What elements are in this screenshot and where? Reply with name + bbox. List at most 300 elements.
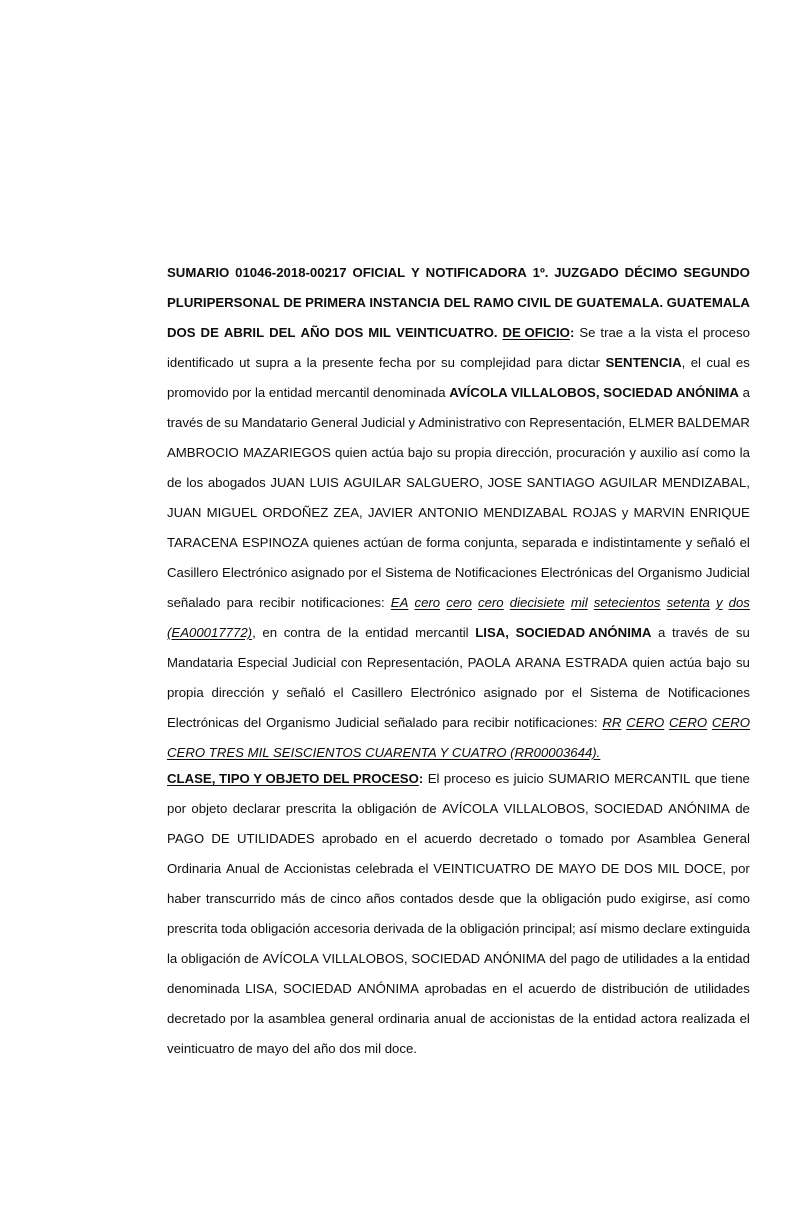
text-word xyxy=(483,503,567,522)
text-run: la xyxy=(348,625,359,640)
text-word xyxy=(422,799,437,818)
text-run: trae xyxy=(600,325,624,340)
text-word xyxy=(632,653,664,672)
text-run: procuración xyxy=(556,445,626,460)
text-run: por xyxy=(730,861,750,876)
text-line xyxy=(167,829,750,859)
text-word xyxy=(455,563,537,582)
text-run: ANTONIO xyxy=(418,505,479,520)
text-run: denominada xyxy=(373,385,446,400)
text-word xyxy=(729,593,750,612)
text-run: de xyxy=(244,951,259,966)
text-run: RAMO xyxy=(473,295,514,310)
text-line xyxy=(167,713,750,743)
text-run: LUIS xyxy=(309,475,339,490)
text-run: pago xyxy=(570,951,600,966)
text-word xyxy=(694,979,750,998)
text-line xyxy=(167,919,750,949)
text-word xyxy=(255,353,288,372)
text-word xyxy=(545,829,552,848)
text-word xyxy=(272,683,279,702)
text-run: bajo xyxy=(407,445,433,460)
text-run: TARACENA xyxy=(167,535,238,550)
text-run: notificaciones: xyxy=(301,595,385,610)
text-word xyxy=(259,593,295,612)
text-run: Mandatario xyxy=(241,415,308,430)
text-word xyxy=(628,323,635,342)
text-run: ENRIQUE xyxy=(689,505,750,520)
text-run: el xyxy=(739,535,750,550)
text-word xyxy=(211,829,229,848)
text-word xyxy=(411,949,480,968)
text-word xyxy=(410,683,475,702)
text-line xyxy=(167,653,750,683)
text-run: supra xyxy=(255,355,289,370)
text-run: Electrónico xyxy=(222,565,288,580)
text-word xyxy=(281,889,306,908)
text-run: señalado xyxy=(167,595,221,610)
text-word xyxy=(645,683,660,702)
text-run: señalado xyxy=(383,715,438,730)
text-word xyxy=(682,1009,736,1028)
text-run: SOCIEDAD xyxy=(282,981,352,996)
text-run: VEINTICUATRO xyxy=(433,861,531,876)
text-word xyxy=(243,443,331,462)
text-run: quienes xyxy=(313,535,360,550)
text-run: : xyxy=(569,325,575,340)
text-word xyxy=(626,713,664,732)
text-word xyxy=(418,413,501,432)
text-word xyxy=(244,713,262,732)
text-run: Notificaciones xyxy=(667,685,750,700)
text-word xyxy=(576,293,663,312)
text-run: y xyxy=(685,535,693,550)
text-run: de xyxy=(559,1011,574,1026)
text-run: denominada xyxy=(167,981,240,996)
text-word xyxy=(235,263,346,282)
text-word xyxy=(449,383,599,402)
text-word xyxy=(268,1009,325,1028)
text-word xyxy=(167,769,423,788)
text-word xyxy=(460,353,530,372)
text-word xyxy=(622,503,629,522)
text-run: su xyxy=(735,655,750,670)
text-word xyxy=(269,323,295,342)
text-run: de xyxy=(422,801,437,816)
text-word xyxy=(640,443,677,462)
text-word xyxy=(167,593,221,612)
text-run: , xyxy=(681,355,686,370)
text-word xyxy=(167,949,177,968)
text-run: en xyxy=(492,981,507,996)
text-run: Sistema xyxy=(385,565,433,580)
text-run: ELMER xyxy=(628,415,675,430)
text-word xyxy=(428,919,443,938)
text-word xyxy=(517,293,551,312)
text-line xyxy=(167,949,750,979)
text-word xyxy=(167,623,256,642)
text-run: cinco xyxy=(330,891,362,906)
text-run: la xyxy=(526,891,537,906)
text-run: obligación xyxy=(357,801,417,816)
text-run: la xyxy=(739,445,750,460)
text-line xyxy=(167,503,750,533)
text-run: por xyxy=(416,355,436,370)
text-word xyxy=(374,919,425,938)
text-word xyxy=(558,859,596,878)
text-run: cero xyxy=(414,595,441,610)
text-run: mismo xyxy=(600,921,640,936)
text-line xyxy=(167,473,750,503)
text-run: fecha xyxy=(378,355,412,370)
text-run: actúan xyxy=(363,535,404,550)
text-run: proceso xyxy=(703,325,750,340)
text-word xyxy=(418,859,428,878)
text-run: de xyxy=(167,475,182,490)
text-word xyxy=(221,919,247,938)
text-word xyxy=(703,323,750,342)
text-word xyxy=(283,979,352,998)
text-run: SOCIEDAD ANÓNIMA xyxy=(603,385,739,400)
text-word xyxy=(441,353,455,372)
text-run: mercantil xyxy=(315,385,370,400)
text-word xyxy=(600,919,639,938)
text-word xyxy=(408,443,433,462)
text-run: Administrativo xyxy=(418,415,502,430)
text-word xyxy=(565,653,627,672)
text-run: CLASE, TIPO Y OBJETO DEL PROCESO xyxy=(167,771,419,786)
text-run: DEL xyxy=(269,325,296,340)
text-word xyxy=(227,593,253,612)
text-run: Electrónicas xyxy=(167,715,239,730)
text-run: PAGO xyxy=(167,831,205,846)
text-word xyxy=(224,323,264,342)
text-word xyxy=(715,623,730,642)
text-run: General xyxy=(310,415,358,430)
text-run: ut xyxy=(239,355,251,370)
text-line xyxy=(167,743,750,769)
text-word xyxy=(191,799,227,818)
text-run: 1º. xyxy=(532,265,549,280)
text-run: ARANA xyxy=(515,655,561,670)
text-run: El xyxy=(427,771,440,786)
text-word xyxy=(554,293,572,312)
text-run: ZEA, xyxy=(333,505,363,520)
text-run: señaló xyxy=(696,535,736,550)
text-word xyxy=(400,889,454,908)
text-run: VILLALOBOS, xyxy=(322,951,408,966)
text-word xyxy=(371,443,403,462)
text-run: veinticuatro de mayo del año dos mil doce. xyxy=(167,1041,417,1056)
text-run: JUAN xyxy=(167,505,202,520)
text-run: Representación, xyxy=(366,655,463,670)
text-word xyxy=(361,413,405,432)
text-run: Especial xyxy=(237,655,288,670)
text-word xyxy=(611,829,630,848)
text-run: DEL xyxy=(443,295,471,310)
text-word xyxy=(424,829,472,848)
text-line xyxy=(167,563,750,593)
text-run: vista xyxy=(655,325,683,340)
text-word xyxy=(237,829,315,848)
text-word xyxy=(721,769,750,788)
text-line xyxy=(167,979,750,1009)
text-run: del xyxy=(616,565,634,580)
text-run: INSTANCIA xyxy=(369,295,441,310)
text-run: el xyxy=(333,685,344,700)
text-run: SUMARIO xyxy=(167,265,230,280)
text-word xyxy=(406,473,483,492)
text-word xyxy=(695,889,713,908)
text-run: VILLALOBOS, xyxy=(503,801,589,816)
text-word xyxy=(262,623,277,642)
text-run: general xyxy=(329,1011,374,1026)
text-word xyxy=(206,889,276,908)
text-word xyxy=(167,743,600,762)
text-word xyxy=(351,683,402,702)
text-word xyxy=(505,413,526,432)
text-word xyxy=(167,859,221,878)
text-run: CERO xyxy=(626,715,665,730)
text-run: AVÍCOLA xyxy=(442,801,499,816)
text-word xyxy=(529,413,625,432)
text-word xyxy=(181,949,240,968)
text-run: dos xyxy=(728,595,750,610)
text-word xyxy=(740,533,750,552)
text-word xyxy=(736,353,750,372)
text-word xyxy=(669,653,701,672)
text-run: ORDOÑEZ xyxy=(262,505,329,520)
text-run: en xyxy=(262,625,278,640)
text-run: Casillero xyxy=(351,685,403,700)
text-run: por xyxy=(544,685,564,700)
text-word xyxy=(233,799,281,818)
text-run: extinguida xyxy=(689,921,750,936)
text-run: de xyxy=(581,981,597,996)
text-run: UTILIDADES xyxy=(236,831,315,846)
text-word xyxy=(415,623,469,642)
text-word xyxy=(696,533,735,552)
text-word xyxy=(167,293,280,312)
text-word xyxy=(503,323,575,342)
text-run: la xyxy=(254,385,266,400)
text-word xyxy=(330,889,361,908)
text-run: notificaciones: xyxy=(514,715,598,730)
text-run: ESPINOZA xyxy=(242,535,309,550)
text-word xyxy=(363,533,403,552)
text-word xyxy=(167,323,196,342)
text-run: la xyxy=(167,951,178,966)
text-word xyxy=(242,533,309,552)
text-word xyxy=(322,353,373,372)
text-run: DE xyxy=(200,325,219,340)
text-run: propia xyxy=(167,685,204,700)
text-word xyxy=(300,323,329,342)
text-run: de xyxy=(673,981,689,996)
text-run: con xyxy=(504,415,526,430)
text-word xyxy=(428,769,440,788)
text-word xyxy=(455,443,492,462)
text-run: y xyxy=(408,415,416,430)
text-run: cual xyxy=(706,355,731,370)
text-word xyxy=(238,653,288,672)
text-line xyxy=(167,799,750,829)
text-word xyxy=(643,919,686,938)
text-run: AÑO xyxy=(300,325,330,340)
text-run: EA xyxy=(390,595,409,610)
text-run: ANÓNIMA xyxy=(483,951,546,966)
text-line xyxy=(167,353,750,383)
text-run: y xyxy=(621,505,629,520)
text-word xyxy=(373,383,446,402)
text-word xyxy=(603,383,739,402)
text-word xyxy=(167,1009,226,1028)
text-run: aprobado xyxy=(321,831,378,846)
text-run: propia xyxy=(454,445,492,460)
text-word xyxy=(333,683,343,702)
text-run: e xyxy=(581,535,589,550)
text-run: como xyxy=(717,891,750,906)
text-run: para xyxy=(226,595,254,610)
text-run: CIVIL xyxy=(517,295,551,310)
text-word xyxy=(284,859,351,878)
text-word xyxy=(385,829,400,848)
text-run: distribución xyxy=(601,981,669,996)
text-run: AMBROCIO xyxy=(167,445,239,460)
text-run: SEGUNDO xyxy=(683,265,750,280)
text-word xyxy=(322,829,378,848)
text-word xyxy=(638,563,703,582)
text-word xyxy=(602,713,621,732)
text-run: NOTIFICADORA xyxy=(425,265,527,280)
text-word xyxy=(254,1009,264,1028)
text-run: asignado xyxy=(291,565,345,580)
text-run: MENDIZABAL, xyxy=(662,475,750,490)
text-word xyxy=(342,799,352,818)
text-run: DE xyxy=(554,295,573,310)
text-word xyxy=(625,263,678,282)
text-word xyxy=(490,1009,555,1028)
text-word xyxy=(224,413,238,432)
text-word xyxy=(167,713,239,732)
text-word xyxy=(371,563,381,582)
text-run: MARVIN xyxy=(633,505,685,520)
text-word xyxy=(222,563,287,582)
text-run: el xyxy=(418,861,429,876)
text-run: JUZGADO xyxy=(554,265,619,280)
text-run: separada xyxy=(521,535,577,550)
text-word xyxy=(703,829,750,848)
text-word xyxy=(581,979,596,998)
text-word xyxy=(571,593,588,612)
text-run: la xyxy=(446,921,457,936)
text-word xyxy=(442,799,498,818)
text-run: AVÍCOLA VILLALOBOS, xyxy=(449,385,600,400)
text-word xyxy=(407,533,422,552)
text-word xyxy=(207,503,258,522)
text-word xyxy=(581,533,588,552)
text-word xyxy=(286,799,337,818)
text-line xyxy=(167,533,750,563)
text-word xyxy=(492,979,507,998)
text-line xyxy=(167,889,750,919)
text-line xyxy=(167,623,750,653)
text-word xyxy=(407,829,417,848)
text-word xyxy=(287,683,326,702)
text-word xyxy=(343,473,401,492)
text-run: de xyxy=(714,625,730,640)
text-word xyxy=(573,503,617,522)
text-run: RR xyxy=(602,715,622,730)
text-run: obligación xyxy=(459,921,520,936)
text-word xyxy=(528,979,576,998)
text-word xyxy=(474,293,514,312)
text-word xyxy=(677,413,750,432)
text-word xyxy=(559,1009,574,1028)
text-run: Electrónico xyxy=(410,685,476,700)
text-run: entidad xyxy=(268,385,313,400)
text-word xyxy=(690,919,750,938)
text-run: y xyxy=(715,595,723,610)
text-run: más xyxy=(280,891,306,906)
text-word xyxy=(357,799,416,818)
text-word xyxy=(478,593,504,612)
text-word xyxy=(167,653,233,672)
text-run: así xyxy=(681,445,700,460)
text-word xyxy=(629,443,636,462)
text-word xyxy=(167,413,203,432)
text-run: dirección, xyxy=(495,445,553,460)
text-line xyxy=(167,1039,750,1069)
text-word xyxy=(484,683,538,702)
text-run: con xyxy=(340,655,363,670)
text-word xyxy=(366,889,395,908)
text-word xyxy=(614,769,690,788)
text-word xyxy=(167,533,238,552)
text-run: entidad xyxy=(592,1011,637,1026)
text-word xyxy=(458,889,494,908)
text-word xyxy=(239,353,250,372)
text-word xyxy=(167,503,201,522)
text-run: LISA, xyxy=(475,625,509,640)
text-run: a xyxy=(681,951,689,966)
text-word xyxy=(522,533,577,552)
text-run: asamblea xyxy=(268,1011,326,1026)
text-run: su xyxy=(224,415,239,430)
text-word xyxy=(384,713,438,732)
text-run: el xyxy=(690,355,701,370)
text-line xyxy=(167,683,750,713)
text-run: por xyxy=(230,1011,250,1026)
text-word xyxy=(368,323,391,342)
text-word xyxy=(230,1009,249,1028)
text-word xyxy=(662,473,750,492)
text-run: GUATEMALA. xyxy=(576,295,664,310)
text-word xyxy=(311,413,358,432)
text-run: dirección xyxy=(211,685,265,700)
text-run: Se xyxy=(579,325,596,340)
text-word xyxy=(270,473,304,492)
text-run: conjunta, xyxy=(464,535,518,550)
text-run: celebrada xyxy=(355,861,414,876)
text-run: cero xyxy=(446,595,472,610)
text-word xyxy=(283,293,301,312)
text-run: actora xyxy=(640,1011,678,1026)
text-word xyxy=(605,353,685,372)
text-word xyxy=(516,623,652,642)
text-run: de xyxy=(326,625,342,640)
text-word xyxy=(266,713,331,732)
